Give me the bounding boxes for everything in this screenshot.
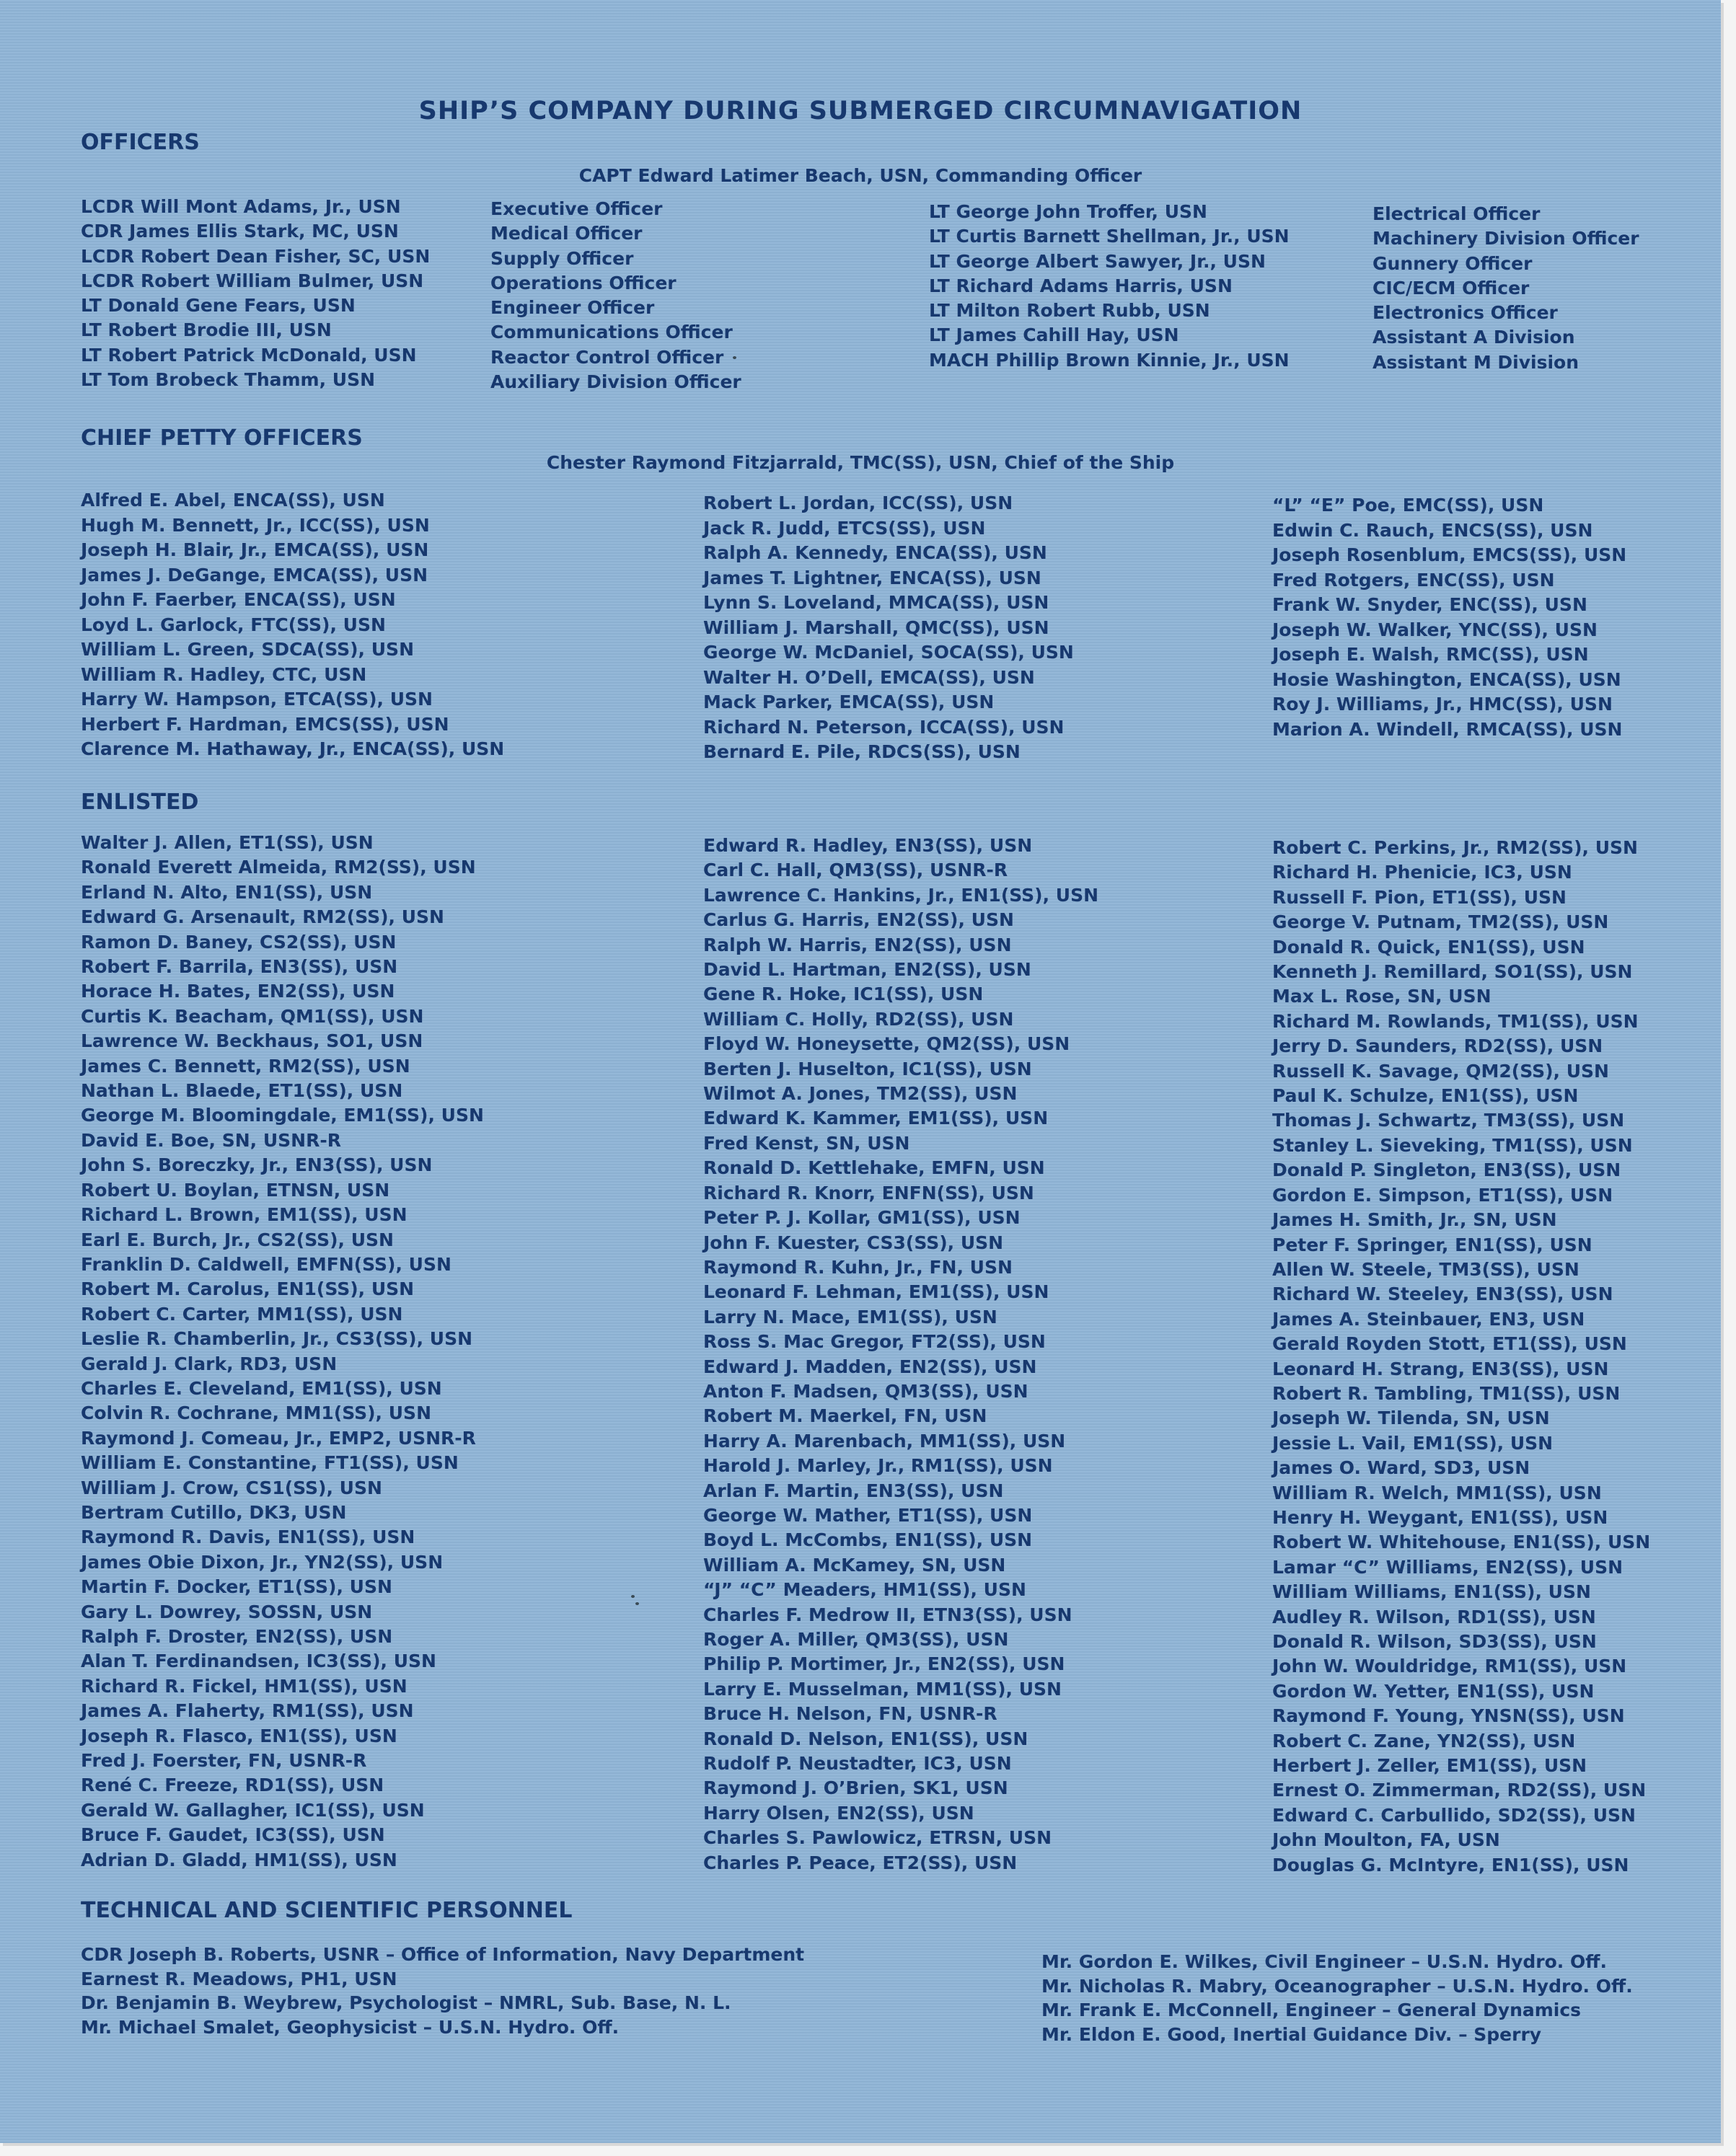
enlisted-entry: Henry H. Weygant, EN1(SS), USN: [1272, 1506, 1608, 1528]
enlisted-entry: Charles F. Medrow II, ETN3(SS), USN: [703, 1604, 1072, 1625]
enlisted-heading: ENLISTED: [81, 790, 199, 815]
enlisted-entry: James Obie Dixon, Jr., YN2(SS), USN: [81, 1551, 444, 1573]
enlisted-entry: Ernest O. Zimmerman, RD2(SS), USN: [1272, 1780, 1647, 1801]
enlisted-entry: Edward C. Carbullido, SD2(SS), USN: [1272, 1804, 1636, 1826]
officers-roles-right: [1373, 202, 1639, 375]
enlisted-entry: Thomas J. Schwartz, TM3(SS), USN: [1272, 1110, 1625, 1131]
enlisted-entry: George V. Putnam, TM2(SS), USN: [1272, 911, 1609, 933]
officer-role: Engineer Officer: [490, 297, 655, 319]
enlisted-entry: Ronald Everett Almeida, RM2(SS), USN: [81, 857, 476, 878]
enlisted-entry: Raymond J. Comeau, Jr., EMP2, USNR-R: [81, 1427, 476, 1449]
enlisted-entry: Martin F. Docker, ET1(SS), USN: [81, 1576, 392, 1598]
officer-role: Communications Officer: [490, 322, 733, 343]
cpo-entry: Herbert F. Hardman, EMCS(SS), USN: [81, 713, 449, 735]
officer-name: LCDR Robert William Bulmer, USN: [81, 270, 424, 291]
technical-column-left: [81, 1943, 804, 2039]
cpo-entry: William R. Hadley, CTC, USN: [81, 663, 367, 685]
technical-column-right: [1041, 1950, 1633, 2046]
officer-name: MACH Phillip Brown Kinnie, Jr., USN: [929, 349, 1290, 371]
cpo-entry: Alfred E. Abel, ENCA(SS), USN: [81, 490, 385, 511]
enlisted-entry: Raymond R. Davis, EN1(SS), USN: [81, 1527, 415, 1548]
enlisted-entry: Harry A. Marenbach, MM1(SS), USN: [703, 1430, 1066, 1452]
enlisted-entry: Richard R. Fickel, HM1(SS), USN: [81, 1675, 407, 1697]
enlisted-entry: Max L. Rose, SN, USN: [1272, 986, 1492, 1007]
cpo-entry: Mack Parker, EMCA(SS), USN: [703, 692, 995, 712]
enlisted-entry: James O. Ward, SD3, USN: [1272, 1457, 1530, 1479]
enlisted-entry: Carlus G. Harris, EN2(SS), USN: [703, 909, 1014, 931]
cpo-entry: Hosie Washington, ENCA(SS), USN: [1272, 668, 1621, 690]
enlisted-entry: Roger A. Miller, QM3(SS), USN: [703, 1629, 1009, 1650]
enlisted-entry: Fred Kenst, SN, USN: [703, 1132, 910, 1154]
enlisted-entry: Robert C. Perkins, Jr., RM2(SS), USN: [1272, 837, 1638, 858]
cpo-entry: Loyd L. Garlock, FTC(SS), USN: [81, 614, 386, 635]
enlisted-entry: Adrian D. Gladd, HM1(SS), USN: [81, 1849, 397, 1870]
enlisted-entry: George M. Bloomingdale, EM1(SS), USN: [81, 1105, 484, 1126]
enlisted-entry: Donald P. Singleton, EN3(SS), USN: [1272, 1159, 1621, 1181]
enlisted-entry: Fred J. Foerster, FN, USNR-R: [81, 1750, 367, 1772]
technical-entry: Mr. Gordon E. Wilkes, Civil Engineer – U.S.N. Hydro. Off.: [1041, 1951, 1608, 1972]
cpo-column-3: [1272, 493, 1626, 742]
enlisted-entry: Stanley L. Sieveking, TM1(SS), USN: [1272, 1134, 1633, 1156]
enlisted-entry: Robert M. Carolus, EN1(SS), USN: [81, 1278, 415, 1300]
technical-entry: Dr. Benjamin B. Weybrew, Psychologist – NMRL, Sub. Base, N. L.: [81, 1992, 731, 2013]
enlisted-entry: Raymond J. O’Brien, SK1, USN: [703, 1777, 1008, 1799]
enlisted-entry: Ross S. Mac Gregor, FT2(SS), USN: [703, 1331, 1046, 1353]
cpo-entry: Clarence M. Hathaway, Jr., ENCA(SS), USN: [81, 738, 505, 759]
technical-entry: Mr. Eldon E. Good, Inertial Guidance Div. – Sperry: [1041, 2023, 1542, 2045]
enlisted-entry: Charles S. Pawlowicz, ETRSN, USN: [703, 1827, 1052, 1849]
enlisted-entry: Allen W. Steele, TM3(SS), USN: [1272, 1258, 1579, 1280]
enlisted-entry: Horace H. Bates, EN2(SS), USN: [81, 981, 395, 1002]
cpo-entry: William J. Marshall, QMC(SS), USN: [703, 617, 1049, 638]
officer-role: Auxiliary Division Officer: [490, 371, 741, 393]
officer-name: LT Robert Patrick McDonald, USN: [81, 344, 417, 366]
enlisted-entry: Paul K. Schulze, EN1(SS), USN: [1272, 1085, 1579, 1107]
technical-entry: Mr. Michael Smalet, Geophysicist – U.S.N. Hydro. Off.: [81, 2016, 620, 2038]
enlisted-entry: Lamar “C” Williams, EN2(SS), USN: [1272, 1556, 1623, 1578]
technical-entry: Mr. Nicholas R. Mabry, Oceanographer – U.S.N. Hydro. Off.: [1041, 1975, 1633, 1997]
enlisted-entry: Leslie R. Chamberlin, Jr., CS3(SS), USN: [81, 1328, 473, 1350]
cpo-column-1: [81, 488, 504, 762]
enlisted-entry: Larry E. Musselman, MM1(SS), USN: [703, 1678, 1062, 1700]
cpo-entry: Joseph E. Walsh, RMC(SS), USN: [1272, 644, 1589, 665]
officer-role: Medical Officer: [490, 223, 643, 244]
enlisted-entry: Robert U. Boylan, ETNSN, USN: [81, 1179, 390, 1201]
enlisted-entry: René C. Freeze, RD1(SS), USN: [81, 1775, 384, 1796]
officer-name: LT Donald Gene Fears, USN: [81, 295, 356, 317]
enlisted-entry: Boyd L. McCombs, EN1(SS), USN: [703, 1529, 1033, 1551]
enlisted-entry: John W. Wouldridge, RM1(SS), USN: [1272, 1656, 1627, 1677]
enlisted-entry: William E. Constantine, FT1(SS), USN: [81, 1452, 459, 1474]
officer-role: Executive Officer: [490, 198, 663, 219]
enlisted-entry: Herbert J. Zeller, EM1(SS), USN: [1272, 1755, 1587, 1777]
cpo-entry: Joseph Rosenblum, EMCS(SS), USN: [1272, 544, 1627, 565]
enlisted-entry: Donald R. Wilson, SD3(SS), USN: [1272, 1631, 1597, 1652]
enlisted-entry: Richard W. Steeley, EN3(SS), USN: [1272, 1284, 1613, 1305]
enlisted-entry: Ronald D. Nelson, EN1(SS), USN: [703, 1728, 1028, 1749]
officers-names-right: [929, 200, 1290, 373]
enlisted-entry: Robert F. Barrila, EN3(SS), USN: [81, 956, 398, 978]
enlisted-entry: Bertram Cutillo, DK3, USN: [81, 1501, 347, 1523]
enlisted-entry: Curtis K. Beacham, QM1(SS), USN: [81, 1005, 424, 1027]
technical-heading: TECHNICAL AND SCIENTIFIC PERSONNEL: [81, 1898, 573, 1923]
enlisted-entry: Richard L. Brown, EM1(SS), USN: [81, 1204, 407, 1226]
officer-name: LT Milton Robert Rubb, USN: [929, 300, 1210, 322]
enlisted-entry: Ramon D. Baney, CS2(SS), USN: [81, 931, 397, 953]
enlisted-entry: Jerry D. Saunders, RD2(SS), USN: [1272, 1035, 1603, 1057]
enlisted-entry: Berten J. Huselton, IC1(SS), USN: [703, 1058, 1032, 1079]
cpo-entry: Joseph H. Blair, Jr., EMCA(SS), USN: [81, 539, 429, 560]
enlisted-entry: William J. Crow, CS1(SS), USN: [81, 1477, 382, 1498]
enlisted-entry: Raymond R. Kuhn, Jr., FN, USN: [703, 1256, 1013, 1278]
enlisted-entry: Charles E. Cleveland, EM1(SS), USN: [81, 1377, 442, 1399]
enlisted-entry: William Williams, EN1(SS), USN: [1272, 1581, 1591, 1603]
enlisted-entry: Kenneth J. Remillard, SO1(SS), USN: [1272, 961, 1633, 983]
enlisted-entry: Franklin D. Caldwell, EMFN(SS), USN: [81, 1253, 451, 1275]
cpo-entry: James T. Lightner, ENCA(SS), USN: [703, 567, 1041, 588]
cpo-column-2: [703, 491, 1074, 765]
cpo-entry: Hugh M. Bennett, Jr., ICC(SS), USN: [81, 514, 430, 536]
enlisted-entry: Bruce H. Nelson, FN, USNR-R: [703, 1703, 997, 1725]
officers-names-left: [81, 195, 430, 392]
enlisted-entry: Floyd W. Honeysette, QM2(SS), USN: [703, 1033, 1070, 1055]
paper-speck: [635, 1602, 639, 1605]
technical-entry: Earnest R. Meadows, PH1, USN: [81, 1968, 397, 1989]
enlisted-entry: Robert M. Maerkel, FN, USN: [703, 1405, 987, 1427]
enlisted-entry: Leonard H. Strang, EN3(SS), USN: [1272, 1358, 1609, 1379]
cpo-entry: Marion A. Windell, RMCA(SS), USN: [1272, 718, 1623, 740]
officer-role: CIC/ECM Officer: [1373, 277, 1530, 299]
cpo-entry: Lynn S. Loveland, MMCA(SS), USN: [703, 592, 1049, 613]
enlisted-entry: Harry Olsen, EN2(SS), USN: [703, 1802, 974, 1824]
enlisted-column-2: [703, 834, 1098, 1876]
enlisted-entry: Arlan F. Martin, EN3(SS), USN: [703, 1480, 1004, 1501]
officer-role: Assistant M Division: [1373, 351, 1579, 373]
enlisted-column-3: [1272, 836, 1650, 1878]
officer-name: LT George Albert Sawyer, Jr., USN: [929, 250, 1266, 272]
enlisted-entry: Lawrence W. Beckhaus, SO1, USN: [81, 1030, 423, 1052]
enlisted-entry: Douglas G. McIntyre, EN1(SS), USN: [1272, 1854, 1629, 1876]
cpo-entry: Richard N. Peterson, ICCA(SS), USN: [703, 716, 1065, 738]
cpo-entry: Bernard E. Pile, RDCS(SS), USN: [703, 741, 1021, 762]
cpo-entry: Jack R. Judd, ETCS(SS), USN: [703, 517, 986, 539]
paper-speck: [733, 356, 736, 359]
enlisted-entry: David E. Boe, SN, USNR-R: [81, 1129, 341, 1151]
officer-name: CDR James Ellis Stark, MC, USN: [81, 221, 399, 242]
enlisted-entry: Gerald J. Clark, RD3, USN: [81, 1353, 338, 1374]
enlisted-entry: Robert C. Carter, MM1(SS), USN: [81, 1303, 403, 1325]
enlisted-entry: Richard H. Phenicie, IC3, USN: [1272, 862, 1572, 883]
officer-role: Assistant A Division: [1373, 327, 1575, 348]
cpo-entry: Roy J. Williams, Jr., HMC(SS), USN: [1272, 694, 1613, 715]
enlisted-entry: Jessie L. Vail, EM1(SS), USN: [1272, 1432, 1554, 1454]
enlisted-entry: Peter F. Springer, EN1(SS), USN: [1272, 1234, 1592, 1255]
cpo-heading: CHIEF PETTY OFFICERS: [81, 425, 363, 451]
enlisted-entry: Audley R. Wilson, RD1(SS), USN: [1272, 1606, 1596, 1627]
officer-role: Electrical Officer: [1373, 203, 1541, 224]
cpo-entry: “L” “E” Poe, EMC(SS), USN: [1272, 495, 1544, 516]
enlisted-entry: Leonard F. Lehman, EM1(SS), USN: [703, 1281, 1049, 1303]
enlisted-entry: Walter J. Allen, ET1(SS), USN: [81, 832, 374, 853]
enlisted-entry: Gordon W. Yetter, EN1(SS), USN: [1272, 1680, 1595, 1702]
officer-name: LT George John Troffer, USN: [929, 201, 1207, 222]
officer-role: Supply Officer: [490, 247, 634, 269]
cpo-entry: Edwin C. Rauch, ENCS(SS), USN: [1272, 519, 1593, 541]
enlisted-entry: Charles P. Peace, ET2(SS), USN: [703, 1852, 1018, 1873]
page-title: SHIP’S COMPANY DURING SUBMERGED CIRCUMNAVIGATION: [418, 97, 1303, 125]
enlisted-entry: Edward R. Hadley, EN3(SS), USN: [703, 835, 1033, 856]
cpo-entry: Fred Rotgers, ENC(SS), USN: [1272, 569, 1555, 591]
cpo-entry: Joseph W. Walker, YNC(SS), USN: [1272, 619, 1598, 640]
enlisted-entry: Gerald W. Gallagher, IC1(SS), USN: [81, 1799, 425, 1821]
enlisted-entry: John S. Boreczky, Jr., EN3(SS), USN: [81, 1154, 433, 1176]
enlisted-entry: Edward K. Kammer, EM1(SS), USN: [703, 1108, 1049, 1129]
enlisted-entry: Carl C. Hall, QM3(SS), USNR-R: [703, 860, 1008, 881]
officer-name: LT Tom Brobeck Thamm, USN: [81, 369, 376, 391]
enlisted-entry: William A. McKamey, SN, USN: [703, 1554, 1006, 1576]
technical-entry: Mr. Frank E. McConnell, Engineer – General Dynamics: [1041, 2000, 1582, 2020]
officer-name: LCDR Will Mont Adams, Jr., USN: [81, 196, 401, 217]
enlisted-entry: George W. Mather, ET1(SS), USN: [703, 1504, 1033, 1526]
enlisted-entry: Donald R. Quick, EN1(SS), USN: [1272, 936, 1585, 958]
enlisted-entry: Joseph W. Tilenda, SN, USN: [1272, 1408, 1550, 1429]
officer-name: LT Curtis Barnett Shellman, Jr., USN: [929, 226, 1290, 247]
enlisted-entry: Robert R. Tambling, TM1(SS), USN: [1272, 1382, 1621, 1404]
enlisted-entry: Rudolf P. Neustadter, IC3, USN: [703, 1753, 1012, 1775]
enlisted-column-1: [81, 831, 484, 1873]
enlisted-entry: James C. Bennett, RM2(SS), USN: [81, 1055, 410, 1077]
officer-role: Gunnery Officer: [1373, 252, 1533, 274]
officer-role: Electronics Officer: [1373, 302, 1558, 324]
enlisted-entry: Raymond F. Young, YNSN(SS), USN: [1272, 1705, 1625, 1727]
enlisted-entry: Russell K. Savage, QM2(SS), USN: [1272, 1060, 1609, 1082]
cpo-entry: Harry W. Hampson, ETCA(SS), USN: [81, 689, 433, 710]
enlisted-entry: James H. Smith, Jr., SN, USN: [1272, 1209, 1557, 1231]
enlisted-entry: Robert W. Whitehouse, EN1(SS), USN: [1272, 1532, 1651, 1553]
enlisted-entry: Bruce F. Gaudet, IC3(SS), USN: [81, 1824, 385, 1846]
enlisted-entry: Richard M. Rowlands, TM1(SS), USN: [1272, 1010, 1639, 1032]
enlisted-entry: William C. Holly, RD2(SS), USN: [703, 1008, 1014, 1030]
enlisted-entry: James A. Flaherty, RM1(SS), USN: [81, 1700, 414, 1722]
enlisted-entry: Erland N. Alto, EN1(SS), USN: [81, 881, 373, 903]
cpo-entry: Walter H. O’Dell, EMCA(SS), USN: [703, 666, 1035, 688]
officers-heading: OFFICERS: [81, 130, 200, 155]
cpo-entry: John F. Faerber, ENCA(SS), USN: [81, 589, 396, 610]
cpo-entry: Frank W. Snyder, ENC(SS), USN: [1272, 594, 1587, 615]
enlisted-entry: Russell F. Pion, ET1(SS), USN: [1272, 886, 1567, 908]
enlisted-entry: Peter P. J. Kollar, GM1(SS), USN: [703, 1207, 1021, 1229]
enlisted-entry: David L. Hartman, EN2(SS), USN: [703, 959, 1031, 981]
enlisted-entry: Lawrence C. Hankins, Jr., EN1(SS), USN: [703, 884, 1098, 906]
enlisted-entry: Joseph R. Flasco, EN1(SS), USN: [81, 1725, 397, 1746]
officer-name: LT Richard Adams Harris, USN: [929, 275, 1233, 296]
enlisted-entry: Nathan L. Blaede, ET1(SS), USN: [81, 1080, 403, 1102]
paper-speck: [631, 1595, 635, 1598]
enlisted-entry: Colvin R. Cochrane, MM1(SS), USN: [81, 1402, 431, 1424]
cpo-entry: Robert L. Jordan, ICC(SS), USN: [703, 492, 1013, 513]
chief-of-ship: Chester Raymond Fitzjarrald, TMC(SS), USN, Chief of the Ship: [546, 452, 1175, 473]
officer-name: LT Robert Brodie III, USN: [81, 319, 332, 341]
cpo-entry: William L. Green, SDCA(SS), USN: [81, 639, 414, 660]
enlisted-entry: Ralph F. Droster, EN2(SS), USN: [81, 1626, 393, 1647]
enlisted-entry: Edward G. Arsenault, RM2(SS), USN: [81, 906, 444, 928]
officer-name: LT James Cahill Hay, USN: [929, 324, 1179, 346]
enlisted-entry: William R. Welch, MM1(SS), USN: [1272, 1482, 1602, 1503]
cpo-entry: George W. McDaniel, SOCA(SS), USN: [703, 642, 1074, 663]
enlisted-entry: Gene R. Hoke, IC1(SS), USN: [703, 984, 984, 1005]
enlisted-entry: Gary L. Dowrey, SOSSN, USN: [81, 1601, 373, 1622]
enlisted-entry: Edward J. Madden, EN2(SS), USN: [703, 1356, 1037, 1377]
cpo-entry: James J. DeGange, EMCA(SS), USN: [81, 564, 428, 586]
enlisted-entry: Gerald Royden Stott, ET1(SS), USN: [1272, 1333, 1627, 1355]
enlisted-entry: John F. Kuester, CS3(SS), USN: [703, 1232, 1004, 1253]
commanding-officer: CAPT Edward Latimer Beach, USN, Commanding Officer: [578, 165, 1142, 186]
officer-role: Reactor Control Officer: [490, 346, 724, 368]
enlisted-entry: Robert C. Zane, YN2(SS), USN: [1272, 1730, 1576, 1751]
enlisted-entry: Harold J. Marley, Jr., RM1(SS), USN: [703, 1455, 1053, 1477]
officers-roles-left: [490, 197, 741, 394]
cpo-entry: Ralph A. Kennedy, ENCA(SS), USN: [703, 542, 1047, 563]
officer-name: LCDR Robert Dean Fisher, SC, USN: [81, 245, 431, 267]
technical-entry: CDR Joseph B. Roberts, USNR – Office of Information, Navy Department: [81, 1944, 805, 1965]
enlisted-entry: Richard R. Knorr, ENFN(SS), USN: [703, 1182, 1034, 1203]
enlisted-entry: Philip P. Mortimer, Jr., EN2(SS), USN: [703, 1653, 1065, 1675]
enlisted-entry: Alan T. Ferdinandsen, IC3(SS), USN: [81, 1651, 436, 1672]
enlisted-entry: Earl E. Burch, Jr., CS2(SS), USN: [81, 1229, 394, 1250]
enlisted-entry: Larry N. Mace, EM1(SS), USN: [703, 1306, 997, 1327]
enlisted-entry: Anton F. Madsen, QM3(SS), USN: [703, 1380, 1028, 1402]
enlisted-entry: “J” “C” Meaders, HM1(SS), USN: [703, 1579, 1026, 1601]
enlisted-entry: James A. Steinbauer, EN3, USN: [1272, 1308, 1585, 1330]
officer-role: Operations Officer: [490, 272, 677, 293]
enlisted-entry: Wilmot A. Jones, TM2(SS), USN: [703, 1083, 1018, 1105]
enlisted-entry: Ronald D. Kettlehake, EMFN, USN: [703, 1157, 1045, 1179]
enlisted-entry: Ralph W. Harris, EN2(SS), USN: [703, 934, 1012, 955]
officer-role: Machinery Division Officer: [1373, 228, 1639, 249]
enlisted-entry: Gordon E. Simpson, ET1(SS), USN: [1272, 1184, 1613, 1206]
enlisted-entry: John Moulton, FA, USN: [1272, 1829, 1500, 1851]
